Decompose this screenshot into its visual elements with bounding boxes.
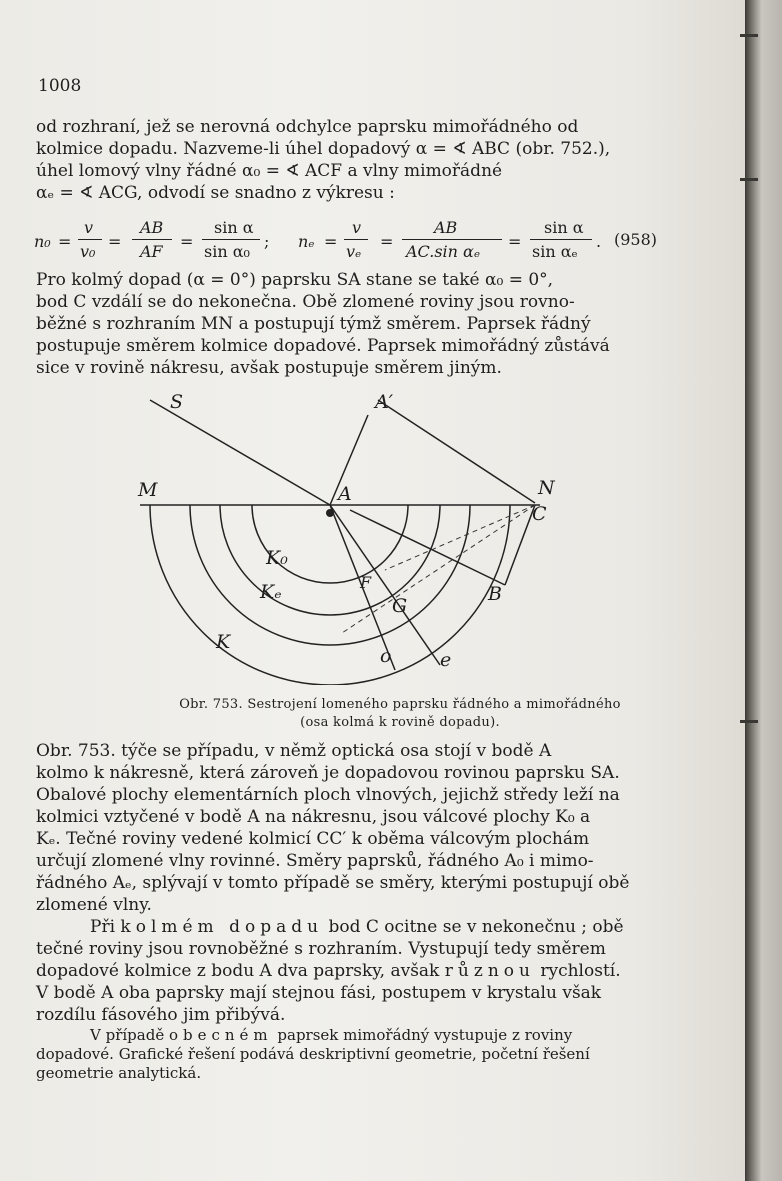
text-line [36, 916, 656, 938]
text-line [36, 1026, 656, 1045]
formula-semicolon: ; [264, 232, 270, 251]
label-G: G [392, 595, 408, 617]
emphasis-text: kolmém dopadu [120, 917, 324, 937]
formula-ve: vₑ [346, 242, 362, 261]
label-A: A [338, 483, 352, 505]
wavefront-arc-ke [190, 505, 470, 645]
binding-mark [740, 34, 758, 37]
label-B: B [488, 583, 502, 605]
fraction-bar [402, 239, 502, 240]
paragraph-5 [36, 1026, 656, 1083]
formula-AF: AF [140, 242, 163, 261]
paragraph-2 [36, 269, 656, 379]
text-fragment: dopadové kolmice z bodu A dva paprsky, avšak [36, 961, 440, 981]
extraordinary-ray-e [330, 505, 440, 665]
text-line: běžné s rozhraním MN a postupují týmž směrem. Paprsek řádný [36, 314, 591, 334]
formula-equals: = [58, 232, 72, 251]
text-line: rozdílu fásového jim přibývá. [36, 1005, 286, 1025]
formula-equals: = [108, 232, 122, 251]
formula-equals: = [508, 232, 522, 251]
wavefront-arc-k [150, 505, 510, 685]
label-F: F [360, 573, 372, 592]
text-line: αₑ = ∢ ACG, odvodí se snadno z výkresu : [36, 183, 395, 203]
label-N: N [538, 477, 555, 499]
formula-sin-alpha: sin α [214, 218, 254, 237]
text-line: určují zlomené vlny rovinné. Směry paprsků, řádného A₀ i mimo- [36, 851, 594, 871]
emphasis-text: obecném [168, 1026, 273, 1044]
equation-number: (958) [614, 230, 658, 249]
text-line: úhel lomový vlny řádné α₀ = ∢ ACF a vlny mimořádné [36, 161, 503, 181]
label-C: C [532, 503, 547, 525]
formula-958 [34, 218, 674, 262]
text-line: bod C vzdálí se do nekonečna. Obě zlomené roviny jsou rovno- [36, 292, 575, 312]
page-number: 1008 [38, 76, 82, 96]
formula-v: v [352, 218, 362, 237]
text-fragment: rychlostí. [534, 961, 621, 981]
caption-line: (osa kolmá k rovině dopadu). [300, 715, 500, 730]
ray-ab [350, 510, 505, 585]
formula-sin-alpha-e: sin αₑ [532, 242, 578, 261]
formula-equals: = [324, 232, 338, 251]
fraction-bar [202, 239, 260, 240]
binding-mark [740, 720, 758, 723]
text-line: postupuje směrem kolmice dopadové. Paprsek mimořádný zůstává [36, 336, 610, 356]
text-line: řádného Aₑ, splývají v tomto případě se směry, kterými postupují obě [36, 873, 630, 893]
label-M: M [138, 479, 158, 501]
formula-sin-alpha: sin α [544, 218, 584, 237]
text-line: Kₑ. Tečné roviny vedené kolmicí CC′ k oběma válcovým plochám [36, 829, 590, 849]
fraction-bar [132, 239, 172, 240]
label-e: e [440, 649, 452, 671]
text-line: tečné roviny jsou rovnoběžné s rozhraním. Vystupují tedy směrem [36, 939, 606, 959]
formula-AB: AB [434, 218, 458, 237]
binding-mark [740, 178, 758, 181]
label-K: K [216, 631, 231, 653]
paragraph-3 [36, 740, 656, 916]
formula-n0: n₀ [34, 232, 51, 251]
text-fragment: Při [90, 917, 121, 937]
emphasis-text: různou [444, 961, 535, 981]
fraction-bar [344, 239, 368, 240]
incident-ray-parallel [378, 400, 535, 503]
text-line: Obalové plochy elementárních ploch vlnových, jejichž středy leží na [36, 785, 620, 805]
label-o: o [380, 645, 392, 667]
formula-AB: AB [140, 218, 164, 237]
text-line: dopadové. Grafické řešení podává deskriptivní geometrie, početní řešení [36, 1045, 590, 1063]
text-line: od rozhraní, jež se nerovná odchylce paprsku mimořádného od [36, 117, 579, 137]
point-a [326, 509, 334, 517]
fraction-bar [78, 239, 102, 240]
formula-sin-alpha0: sin α₀ [204, 242, 250, 261]
paragraph-4 [36, 916, 656, 1026]
label-S: S [170, 391, 184, 413]
text-line: sice v rovině nákresu, avšak postupuje směrem jiným. [36, 358, 502, 378]
text-fragment: V případě [90, 1026, 169, 1044]
text-line: geometrie analytická. [36, 1064, 202, 1082]
label-K0: K₀ [266, 547, 288, 569]
text-line: kolmici vztyčené v bodě A na nákresnu, jsou válcové plochy K₀ a [36, 807, 591, 827]
text-fragment: paprsek mimořádný vystupuje z roviny [272, 1026, 573, 1044]
text-line: V bodě A oba paprsky mají stejnou fási, postupem v krystalu však [36, 983, 602, 1003]
formula-v: v [84, 218, 94, 237]
caption-line: Obr. 753. Sestrojení lomeného paprsku řádného a mimořádného [179, 697, 621, 712]
label-Ke: Kₑ [260, 581, 282, 603]
figure-753 [120, 391, 600, 685]
text-line: Pro kolmý dopad (α = 0°) paprsku SA stane se také α₀ = 0°, [36, 270, 554, 290]
text-line [36, 960, 656, 982]
figure-caption [150, 696, 650, 732]
text-fragment: bod C ocitne se v nekonečnu ; obě [323, 917, 624, 937]
formula-AC-sin: AC.sin αₑ [406, 242, 481, 261]
fraction-bar [530, 239, 592, 240]
text-line: Obr. 753. týče se případu, v němž optická osa stojí v bodě A [36, 741, 552, 761]
incident-ray-sa [150, 400, 330, 505]
formula-v0: v₀ [80, 242, 96, 261]
formula-equals: = [180, 232, 194, 251]
formula-period: . [596, 232, 602, 251]
formula-ne: nₑ [298, 232, 315, 251]
formula-equals: = [380, 232, 394, 251]
label-A-prime: A′ [375, 391, 394, 413]
refraction-diagram [120, 395, 600, 685]
text-line: zlomené vlny. [36, 895, 152, 915]
text-line: kolmo k nákresně, která zároveň je dopadovou rovinou paprsku SA. [36, 763, 620, 783]
text-line: kolmice dopadu. Nazveme-li úhel dopadový α = ∢ ABC (obr. 752.), [36, 139, 611, 159]
paragraph-1 [36, 116, 656, 204]
